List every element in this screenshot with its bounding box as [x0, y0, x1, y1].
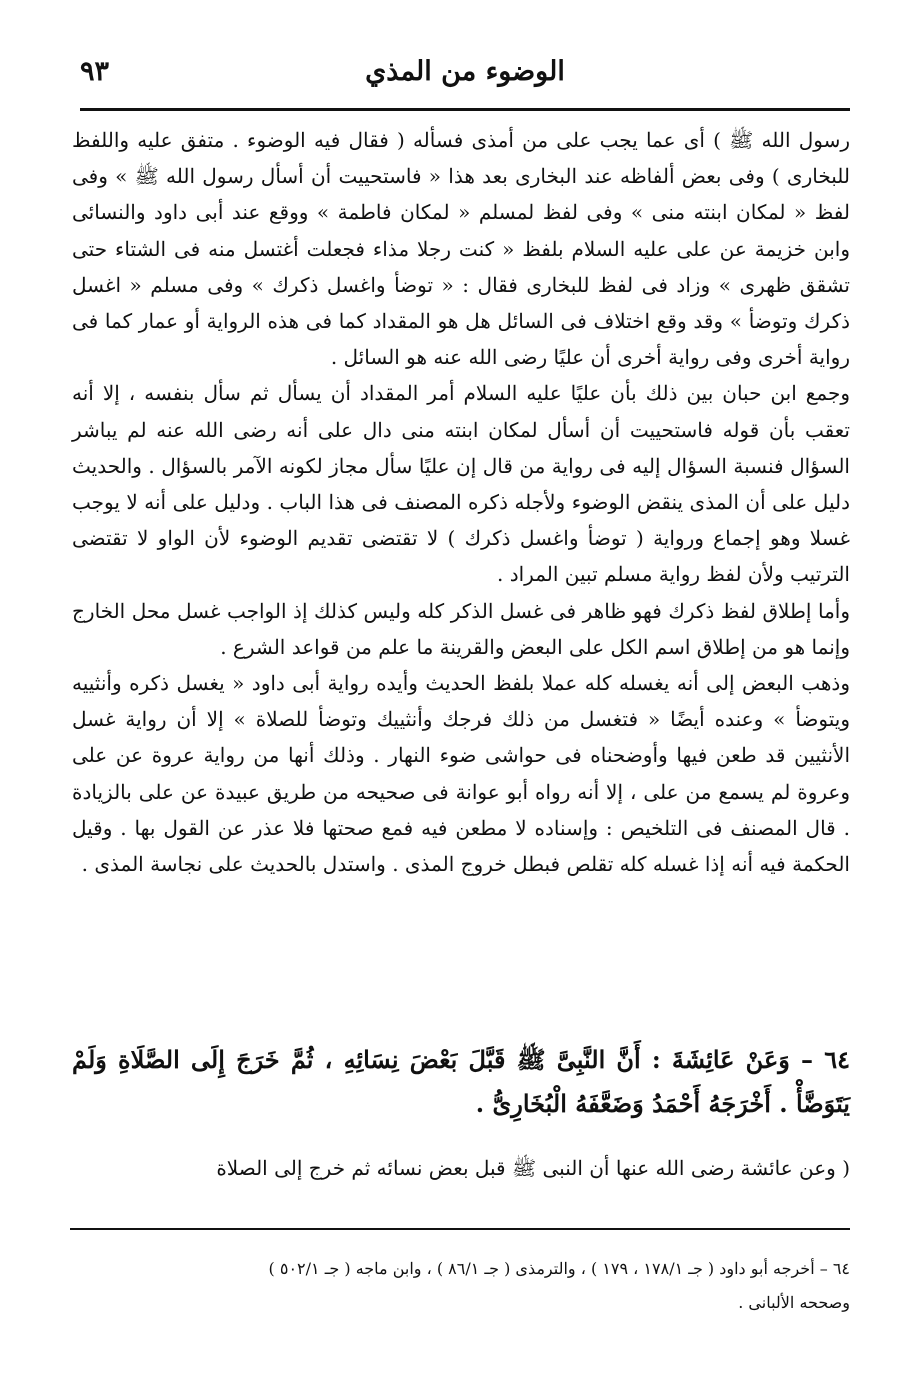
commentary-body	[72, 122, 850, 882]
header-rule	[80, 108, 850, 111]
footnote-line: ٦٤ – أخرجه أبو داود ( جـ ١٧٨/١ ، ١٧٩ ) ، والترمذى ( جـ ٨٦/١ ) ، وابن ماجه ( جـ ٥٠٢/١ )	[268, 1259, 850, 1278]
commentary-line: ( وعن عائشة رضى الله عنها أن النبى ﷺ قبل بعض نسائه ثم خرج إلى الصلاة	[216, 1156, 850, 1180]
hadith-paragraph: ٦٤ – وَعَنْ عَائِشَةَ : أَنَّ النَّبِىَّ ﷺ قَبَّلَ بَعْضَ نِسَائِهِ ، ثُمَّ خَرَجَ إِلَى الصَّلَاةِ وَلَمْ يَتَوَضَّأْ . أَخْرَجَهُ أَحْمَدُ وَضَعَّفَهُ الْبُخَارِىُّ .	[72, 1045, 850, 1118]
running-title: الوضوء من المذي	[365, 56, 565, 87]
paragraph: رسول الله ﷺ ) أى عما يجب على من أمذى فسأله ( فقال فيه الوضوء . متفق عليه واللفظ للبخارى ) وفى بعض ألفاظه عند البخارى بعد هذا « فاستحييت أن أسأل رسول الله ﷺ » وفى لفظ « لمكان ابنته منى » وفى لفظ لمسلم « لمكان فاطمة » ووقع عند أبى داود والنسائى وابن خزيمة عن على عليه السلام بلفظ « كنت رجلا مذاء فجعلت أغتسل منه فى الشتاء حتى تشقق ظهرى » وزاد فى لفظ للبخارى فقال : « توضأ واغسل ذكرك » وفى مسلم « اغسل ذكرك وتوضأ » وقد وقع اختلاف فى السائل هل هو المقداد كما فى هذه الرواية أو عمار كما فى رواية أخرى وفى رواية أخرى أن عليًا رضى الله عنه هو السائل .	[72, 128, 850, 370]
paragraph: وذهب البعض إلى أنه يغسله كله عملا بلفظ الحديث وأيده رواية أبى داود « يغسل ذكره وأنثييه ويتوضأ » وعنده أيضًا « فتغسل من ذلك فرجك وأنثييك وتوضأ للصلاة » إلا أن رواية غسل الأنثيين قد طعن فيها وأوضحناه فى حواشى ضوء النهار . وذلك أنها من رواية عروة عن على وعروة لم يسمع من على ، إلا أنه رواه أبو عوانة فى صحيحه من طريق عبيدة عن على بالزيادة . قال المصنف فى التلخيص : وإسناده لا مطعن فيه فمع صحتها فلا عذر عن القول بها . وقيل الحكمة فيه أنه إذا غسله كله تقلص فبطل خروج المذى . واستدل بالحديث على نجاسة المذى .	[72, 671, 850, 877]
page-number: ٩٣	[80, 56, 110, 87]
footnote-line: وصححه الألبانى .	[738, 1293, 850, 1312]
page-header	[80, 48, 850, 98]
hadith-text	[72, 1038, 850, 1126]
paragraph: وأما إطلاق لفظ ذكرك فهو ظاهر فى غسل الذكر كله وليس كذلك إذ الواجب غسل محل الخارج وإنما هو من إطلاق اسم الكل على البعض والقرينة ما علم من قواعد الشرع .	[72, 598, 850, 659]
footnote-rule	[70, 1228, 850, 1230]
hadith-commentary	[72, 1150, 850, 1186]
footnote	[72, 1252, 850, 1320]
paragraph: وجمع ابن حبان بين ذلك بأن عليًا عليه السلام أمر المقداد أن يسأل ثم سأل بنفسه ، إلا أنه تعقب بأن قوله فاستحييت أن أسأل لمكان ابنته منى دال على أنه رضى الله عنه لم يباشر السؤال فنسبة السؤال إليه فى رواية من قال إن عليًا سأل مجاز لكونه الآمر بالسؤال . والحديث دليل على أن المذى ينقض الوضوء ولأجله ذكره المصنف فى هذا الباب . ودليل على أنه لا يوجب غسلا وهو إجماع ورواية ( توضأ واغسل ذكرك ) لا تقتضى تقديم الوضوء لأن الواو لا تقتضى الترتيب ولأن لفظ رواية مسلم تبين المراد .	[72, 381, 850, 587]
